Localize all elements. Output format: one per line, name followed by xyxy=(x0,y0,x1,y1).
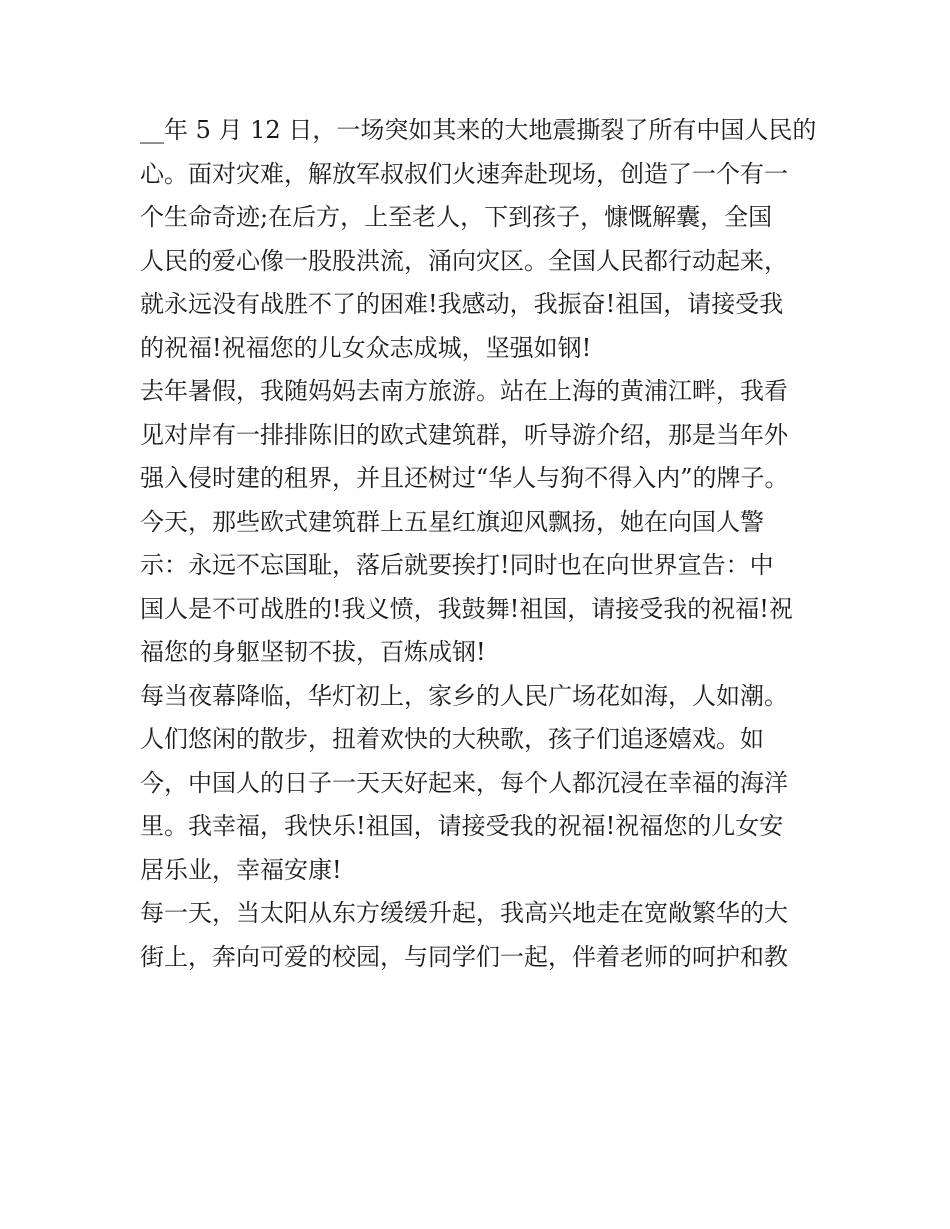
text-line: 人民的爱心像一股股洪流，涌向灾区。全国人民都行动起来， xyxy=(140,246,788,275)
text-line: 今，中国人的日子一天天好起来，每个人都沉浸在幸福的海洋 xyxy=(140,768,788,797)
text-line: 每一天，当太阳从东方缓缓升起，我高兴地走在宽敞繁华的大 xyxy=(140,899,788,927)
text-line: 去年暑假，我随妈妈去南方旅游。站在上海的黄浦江畔，我看 xyxy=(140,377,788,405)
text-line: 里。我幸福，我快乐!祖国，请接受我的祝福!祝福您的儿女安 xyxy=(140,812,784,840)
text-line: 心。面对灾难，解放军叔叔们火速奔赴现场，创造了一个有一 xyxy=(140,159,788,188)
text-line: 福您的身躯坚韧不拔，百炼成钢! xyxy=(140,638,486,666)
text-line: 每当夜幕降临，华灯初上，家乡的人民广场花如海，人如潮。 xyxy=(140,681,788,710)
text-line: 个生命奇迹;在后方，上至老人，下到孩子，慷慨解囊，全国 xyxy=(140,203,773,231)
text-line: __年 5 月 12 日，一场突如其来的大地震撕裂了所有中国人民的 xyxy=(140,116,817,144)
text-line: 强入侵时建的租界，并且还树过“华人与狗不得入内”的牌子。 xyxy=(140,464,789,492)
text-line: 今天，那些欧式建筑群上五星红旗迎风飘扬，她在向国人警 xyxy=(140,507,764,536)
text-line: 见对岸有一排排陈旧的欧式建筑群，听导游介绍，那是当年外 xyxy=(140,420,788,449)
text-line: 国人是不可战胜的!我义愤，我鼓舞!祖国，请接受我的祝福!祝 xyxy=(140,594,793,623)
text-line: 街上，奔向可爱的校园，与同学们一起，伴着老师的呵护和教 xyxy=(140,942,788,971)
text-line: 人们悠闲的散步，扭着欢快的大秧歌，孩子们追逐嬉戏。如 xyxy=(140,725,764,753)
document-body xyxy=(140,109,820,979)
text-line: 居乐业，幸福安康! xyxy=(140,855,342,884)
text-line: 示：永远不忘国耻，落后就要挨打!同时也在向世界宣告：中 xyxy=(140,551,774,579)
text-line: 的祝福!祝福您的儿女众志成城，坚强如钢! xyxy=(140,333,592,362)
text-line: 就永远没有战胜不了的困难!我感动，我振奋!祖国，请接受我 xyxy=(140,290,784,318)
